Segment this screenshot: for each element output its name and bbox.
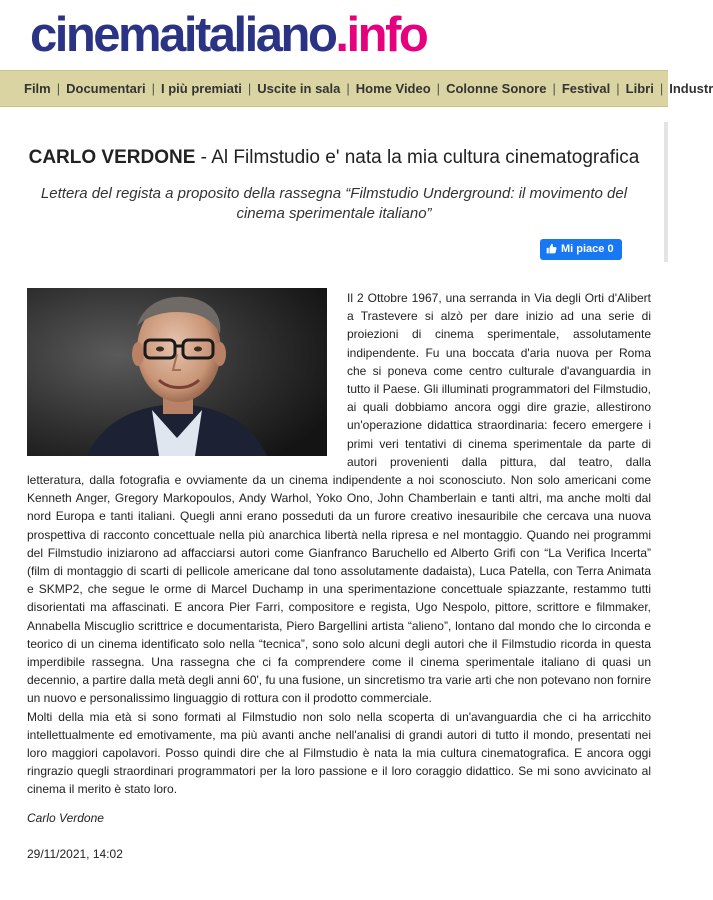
page-scrollbar[interactable] [664,122,668,262]
nav-separator: | [151,81,155,96]
article-title-text: - Al Filmstudio e' nata la mia cultura cinematografica [195,147,640,168]
main-nav [0,70,713,107]
article-signature: Carlo Verdone [27,811,104,825]
nav-item-libri[interactable]: Libri [625,81,654,96]
nav-item-home-video[interactable]: Home Video [355,81,431,96]
article-title-name: CARLO VERDONE [28,147,196,168]
nav-separator: | [436,81,441,96]
nav-separator: | [616,81,620,96]
nav-separator: | [56,81,61,96]
photo-spacer [27,289,327,461]
article-subtitle: Lettera del regista a proposito della rassegna “Filmstudio Underground: il movimento del cinema sperimentale italiano” [40,185,628,222]
facebook-like-button[interactable] [540,239,622,260]
nav-item-colonne-sonore[interactable]: Colonne Sonore [446,81,547,96]
like-label: Mi piace 0 [561,243,614,255]
article-body [27,289,651,799]
thumbs-up-icon [546,243,557,254]
article-title [0,145,668,171]
nav-item-uscite-in-sala[interactable]: Uscite in sala [257,81,341,96]
nav-separator: | [346,81,350,96]
article-paragraph-2: Molti della mia età si sono formati al Filmstudio non solo nella scoperta di un'avanguardia che ci ha arricchito intellettualmente ed emotivamente, ma più avanti anche nell'analisi di grandi autori di tutto il mondo, presentati nei loro maggiori capolavori. Posso quindi dire che al Filmstudio è nata la mia cultura cinematografica. E ancora oggi ringrazio quegli straordinari programmatori per la loro passione e il loro coraggio didattico. Se mi sono avvicinato al cinema il merito è stato loro. [27,709,651,797]
nav-separator: | [659,81,664,96]
site-logo[interactable] [30,4,426,66]
article-paragraph-1: Il 2 Ottobre 1967, una serranda in Via degli Orti d'Alibert a Trastevere si alzò per dare inizio ad una serie di proiezioni di cinema sperimentale, assolutamente indipendente. Fu una boccata d'aria nuova per Roma che si poneva come centro culturale d'avanguardia in tutto il Paese. Gli illuminati programmatori del Filmstudio, ai quali dobbiamo ancora oggi dire grazie, allestirono un'operazione didattica straordinaria: fecero emergere i primi veri tentativi di cinema sperimentale da parte di autori provenienti dalla pittura, dal teatro, dalla letteratura, dalla fotografia e ovviamente da un cinema indipendente a noi sconosciuto. Non solo americani come Kenneth Anger, Gregory Markopoulos, Andy Warhol, Yoko Ono, John Chamberlain e tanti altri, ma anche molti dal nord Europa e tanti italiani. Quegli anni erano posseduti da un furore creativo inesauribile che cercava una nuova prospettiva di racconto concettuale nella più anarchica libertà nella ripresa e nel montaggio. Quando nei programmi del Filmstudio iniziarono ad affacciarsi autori come Gianfranco Baruchello ed Alberto Grifi con “La Verifica Incerta” (film di montaggio di scarti di pellicole americane dal tono assolutamente dadaista), Luca Patella, con Terra Animata e SKMP2, che segue le orme di Marcel Duchamp in una sperimentazione concettuale spiazzante, restammo tutti disorientati ma affascinati. E ancora Pier Farri, compositore e regista, Ugo Nespolo, pittore, scrittore e filmmaker, Annabella Miscuglio scrittrice e documentarista, Piero Bargellini artista “alieno”, lontano dal mondo che lo circonda e teorico di un cinema identificato solo nella “tecnica”, sono solo alcuni degli autori che il Filmstudio ricorda in questa imperdibile rassegna. Una rassegna che ci fa comprendere come il cinema sperimentale italiano di quasi un decennio, a partire dalla metà degli anni 60', fu una fusione, un sincretismo tra varie arti che non potevano non fornire un nuovo e personalissimo linguaggio di rottura con il prodotto commerciale. [27,291,652,706]
nav-separator: | [247,81,252,96]
nav-separator: | [552,81,556,96]
logo-main-text: cinemaitaliano [30,8,336,62]
article-date: 29/11/2021, 14:02 [27,847,123,861]
nav-items [24,71,713,106]
logo-extension-text: .info [335,8,427,62]
nav-item-festival[interactable]: Festival [561,81,611,96]
nav-item-film[interactable]: Film [24,81,51,96]
nav-item-industria[interactable]: Industr [669,81,713,96]
nav-item-documentari[interactable]: Documentari [66,81,146,96]
nav-item-piu-premiati[interactable]: I più premiati [160,81,242,96]
